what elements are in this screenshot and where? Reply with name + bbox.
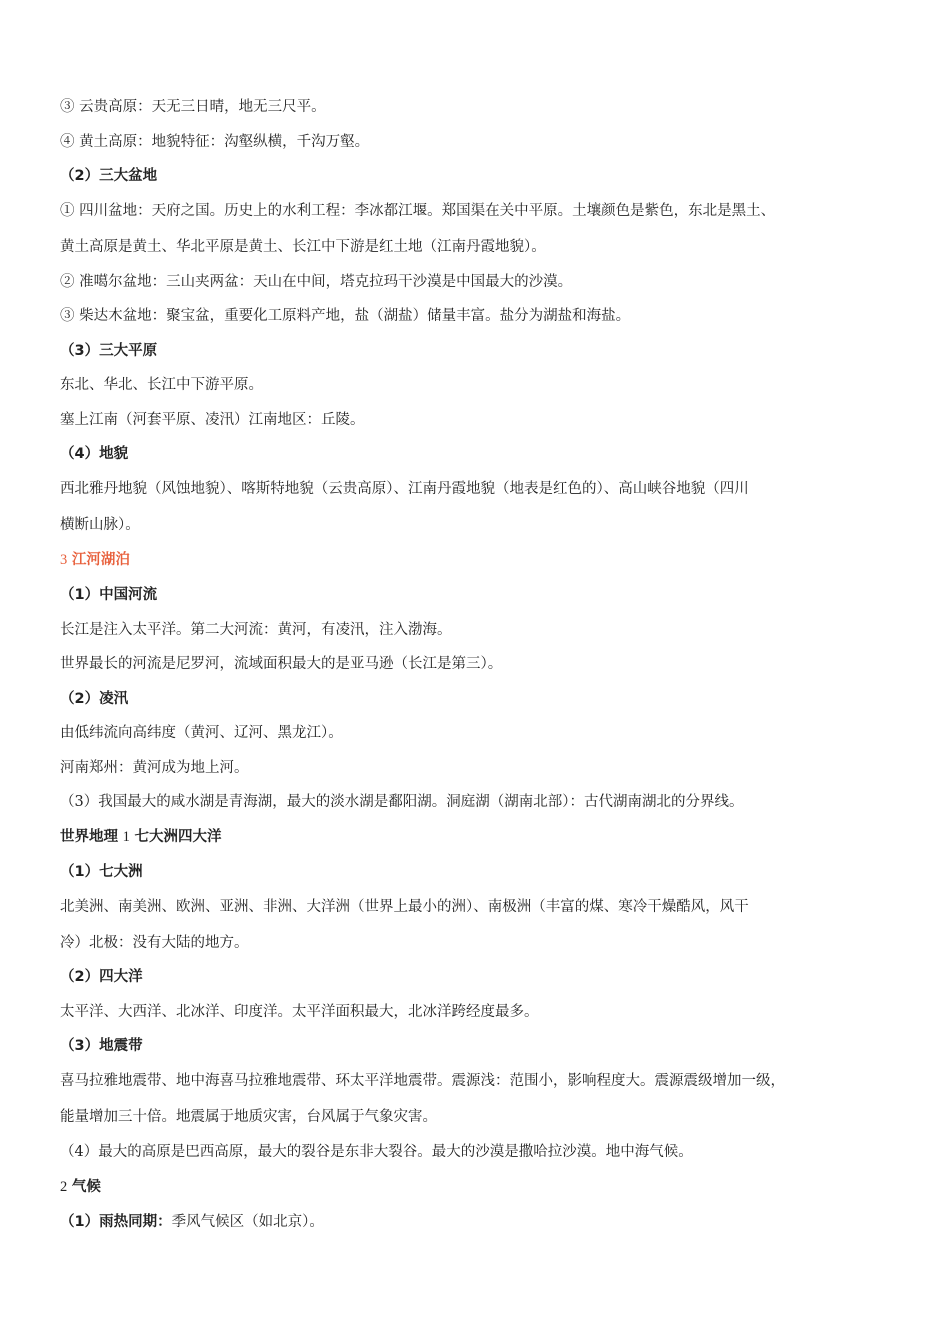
text-line: 横断山脉）。 bbox=[60, 517, 140, 533]
text-line: 冷）北极：没有大陆的地方。 bbox=[60, 935, 249, 951]
part-title: 世界地理 bbox=[60, 829, 118, 845]
chapter-title: 气候 bbox=[71, 1179, 101, 1195]
text-line: 太平洋、大西洋、北冰洋、印度洋。太平洋面积最大，北冰洋跨经度最多。 bbox=[60, 1004, 539, 1020]
chapter-title: 江河湖泊 bbox=[71, 552, 130, 568]
text-line: 西北雅丹地貌（风蚀地貌）、喀斯特地貌（云贵高原）、江南丹霞地貌（地表是红色的）、高山峡谷地貌（四川 bbox=[60, 481, 749, 497]
text-line: （3）我国最大的咸水湖是青海湖，最大的淡水湖是鄱阳湖。洞庭湖（湖南北部）：古代湖南湖北的分界线。 bbox=[60, 794, 744, 810]
text-line: ② 准噶尔盆地：三山夹两盆：天山在中间，塔克拉玛干沙漠是中国最大的沙漠。 bbox=[60, 274, 573, 290]
text-line bbox=[60, 1212, 900, 1232]
section-heading: （3）地震带 bbox=[60, 1038, 143, 1054]
chapter-title: 七大洲四大洋 bbox=[134, 829, 222, 845]
part-heading bbox=[60, 827, 900, 847]
text-line: 世界最长的河流是尼罗河，流域面积最大的是亚马逊（长江是第三）。 bbox=[60, 656, 503, 672]
chapter-number: 2 bbox=[60, 1179, 68, 1195]
text-line: 由低纬流向高纬度（黄河、辽河、黑龙江）。 bbox=[60, 725, 343, 741]
section-heading: （2）四大洋 bbox=[60, 969, 143, 985]
text-line: 东北、华北、长江中下游平原。 bbox=[60, 377, 263, 393]
text-line: 河南郑州：黄河成为地上河。 bbox=[60, 760, 249, 776]
text-line: 北美洲、南美洲、欧洲、亚洲、非洲、大洋洲（世界上最小的洲）、南极洲（丰富的煤、寒冷干燥酷风，风干 bbox=[60, 899, 749, 915]
chapter-heading bbox=[60, 550, 900, 570]
text-line: ① 四川盆地：天府之国。历史上的水利工程：李冰都江堰。郑国渠在关中平原。土壤颜色是紫色，东北是黑土、 bbox=[60, 203, 776, 219]
section-heading: （4）地貌 bbox=[60, 446, 129, 462]
chapter-number: 1 bbox=[122, 829, 130, 845]
section-heading: （1）七大洲 bbox=[60, 864, 143, 880]
text-line: 塞上江南（河套平原、凌汛）江南地区：丘陵。 bbox=[60, 412, 365, 428]
chapter-heading bbox=[60, 1177, 900, 1197]
term-text: 季风气候区（如北京）。 bbox=[171, 1214, 324, 1230]
chapter-number: 3 bbox=[60, 552, 68, 568]
section-heading: （1）中国河流 bbox=[60, 587, 158, 603]
section-heading: （3）三大平原 bbox=[60, 343, 158, 359]
section-heading: （2）三大盆地 bbox=[60, 168, 158, 184]
term-label: （1）雨热同期： bbox=[60, 1214, 172, 1230]
text-line: 能量增加三十倍。地震属于地质灾害，台风属于气象灾害。 bbox=[60, 1109, 437, 1125]
text-line: 长江是注入太平洋。第二大河流：黄河，有凌汛，注入渤海。 bbox=[60, 622, 452, 638]
text-line: ③ 云贵高原：天无三日晴，地无三尺平。 bbox=[60, 99, 326, 115]
text-line: （4）最大的高原是巴西高原，最大的裂谷是东非大裂谷。最大的沙漠是撒哈拉沙漠。地中海气候。 bbox=[60, 1144, 693, 1160]
section-heading: （2）凌汛 bbox=[60, 691, 129, 707]
text-line: ③ 柴达木盆地：聚宝盆，重要化工原料产地，盐（湖盐）储量丰富。盐分为湖盐和海盐。 bbox=[60, 308, 631, 324]
text-line: ④ 黄土高原：地貌特征：沟壑纵横，千沟万壑。 bbox=[60, 134, 370, 150]
text-line: 黄土高原是黄土、华北平原是黄土、长江中下游是红土地（江南丹霞地貌）。 bbox=[60, 239, 546, 255]
text-line: 喜马拉雅地震带、地中海喜马拉雅地震带、环太平洋地震带。震源浅：范围小，影响程度大。震源震级增加一级， bbox=[60, 1073, 785, 1089]
